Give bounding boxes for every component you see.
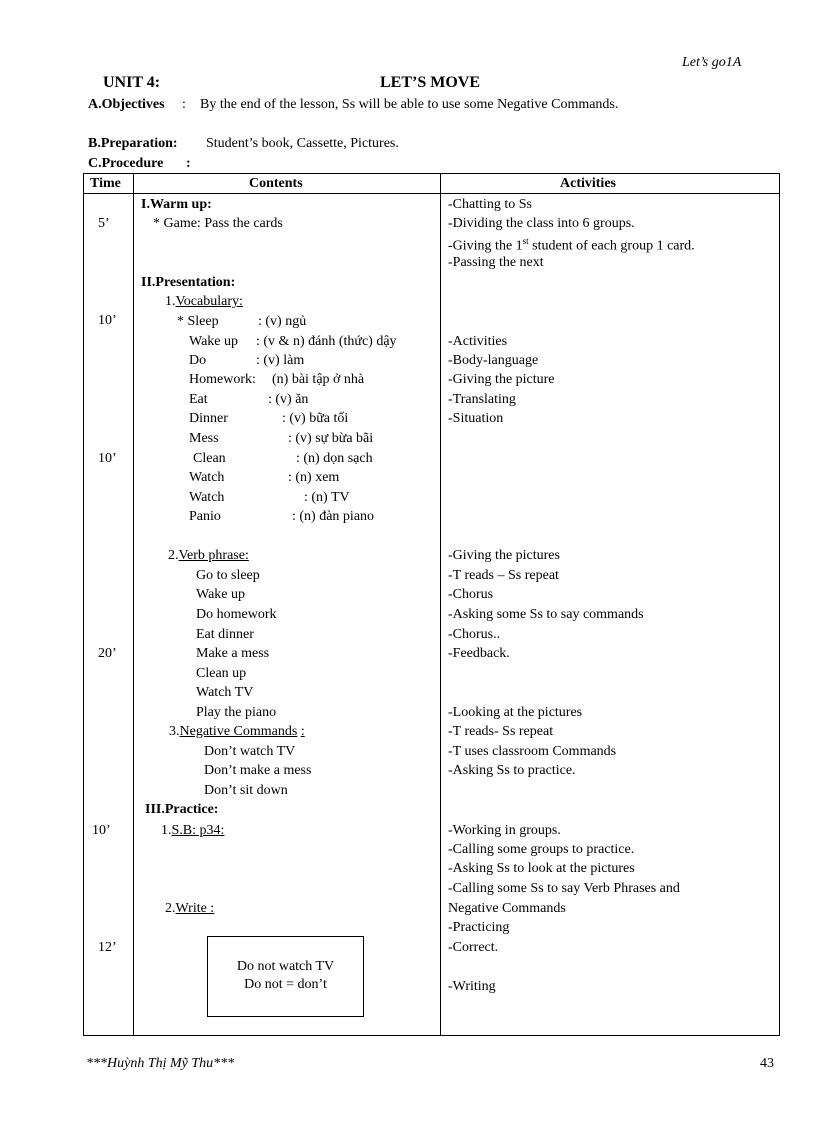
write-heading: [165, 901, 214, 917]
activity-giving-end: student of each group 1 card.: [528, 238, 695, 254]
warmup-heading: I.Warm up:: [141, 197, 212, 212]
activity-line: -Working in groups.: [448, 823, 561, 838]
activity-line: -Calling some Ss to say Verb Phrases and: [448, 881, 680, 896]
writing-example-line: Do not = don’t: [244, 977, 327, 992]
time-value: 5’: [98, 216, 110, 231]
preparation-label: B.Preparation:: [88, 136, 178, 151]
activity-line: -Situation: [448, 411, 504, 426]
vocab-word: Dinner: [189, 411, 228, 426]
column-divider-contents: [440, 173, 441, 1036]
presentation-heading: II.Presentation:: [141, 275, 236, 290]
activity-line: -Calling some groups to practice.: [448, 842, 635, 857]
vocab-meaning: : (n) TV: [304, 490, 350, 505]
verb-phrase: Eat dinner: [196, 627, 254, 642]
header-label: Let’s go1A: [682, 55, 742, 70]
activity-giving-start: -Giving the 1: [448, 238, 523, 254]
verb-phrase: Go to sleep: [196, 568, 260, 583]
vocab-word: Eat: [189, 392, 208, 407]
negative-command: Don’t sit down: [204, 783, 288, 798]
footer-author: ***Huỳnh Thị Mỹ Thu***: [86, 1056, 235, 1071]
activity-line: -T reads – Ss repeat: [448, 568, 559, 583]
vocab-word: Clean: [193, 451, 226, 466]
activity-line: -Activities: [448, 334, 508, 349]
verb-phrase: Do homework: [196, 607, 277, 622]
activity-line: Negative Commands: [448, 901, 566, 916]
vocabulary-heading: [165, 294, 243, 310]
vocabulary-label: Vocabulary:: [175, 294, 243, 309]
write-number: 2.: [165, 901, 176, 916]
activity-line: [448, 236, 695, 255]
unit-number: UNIT 4:: [103, 74, 161, 91]
preparation-text: Student’s book, Cassette, Pictures.: [206, 136, 399, 151]
procedure-label: C.Procedure: [88, 156, 164, 171]
activity-line: -Asking Ss to look at the pictures: [448, 861, 635, 876]
header-activities: Activities: [560, 176, 616, 191]
activity-line: -Chorus..: [448, 627, 501, 642]
header-contents: Contents: [249, 176, 303, 191]
activity-line: -Passing the next: [448, 255, 544, 270]
table-left-border: [83, 173, 84, 1036]
vocab-meaning: : (v) ăn: [268, 392, 309, 407]
verb-phrase: Clean up: [196, 666, 247, 681]
objectives-label: A.Objectives: [88, 97, 165, 112]
objectives-text: By the end of the lesson, Ss will be able to use some Negative Commands.: [200, 97, 619, 112]
objectives-colon: :: [182, 97, 186, 112]
vocab-word: * Sleep: [177, 314, 219, 329]
unit-title: LET’S MOVE: [380, 74, 481, 91]
table-header-border: [83, 193, 780, 194]
vocab-meaning: : (v) sự bừa bãi: [288, 431, 374, 446]
activity-line: -Practicing: [448, 920, 510, 935]
activity-line: -Feedback.: [448, 646, 510, 661]
vocab-meaning: : (v) ngủ: [258, 314, 307, 329]
vocab-meaning: : (v) làm: [256, 353, 305, 368]
activity-line: -Correct.: [448, 940, 499, 955]
table-top-border: [83, 173, 780, 174]
vocab-meaning: (n) bài tập ở nhà: [272, 372, 365, 387]
time-value: 10’: [98, 313, 117, 328]
activity-line: -Dividing the class into 6 groups.: [448, 216, 635, 231]
time-value: 10’: [92, 823, 111, 838]
activity-line: -Chatting to Ss: [448, 197, 533, 212]
negative-commands-number: 3.: [169, 724, 180, 739]
sb-number: 1.: [161, 823, 172, 838]
vocab-word: Mess: [189, 431, 219, 446]
activity-line: -Giving the picture: [448, 372, 555, 387]
sb-heading: [161, 823, 224, 839]
ordinal-suffix: st: [522, 236, 529, 246]
activity-line: -Looking at the pictures: [448, 705, 583, 720]
verb-phrase: Watch TV: [196, 685, 254, 700]
verb-phrase-number: 2.: [168, 548, 179, 563]
vocab-meaning: : (n) dọn sạch: [296, 451, 373, 466]
activity-line: -T reads- Ss repeat: [448, 724, 554, 739]
negative-commands-heading: [169, 724, 305, 740]
page-number: 43: [760, 1056, 774, 1071]
table-bottom-border: [83, 1035, 780, 1036]
verb-phrase: Wake up: [196, 587, 246, 602]
time-value: 10’: [98, 451, 117, 466]
activity-line: -Giving the pictures: [448, 548, 560, 563]
verb-phrase: Make a mess: [196, 646, 270, 661]
practice-heading: III.Practice:: [145, 802, 219, 817]
verb-phrase: Play the piano: [196, 705, 277, 720]
writing-example-box: [207, 936, 364, 1017]
warmup-game: * Game: Pass the cards: [153, 216, 283, 231]
table-right-border: [779, 173, 780, 1036]
verb-phrase-heading: [168, 548, 249, 564]
time-value: 12’: [98, 940, 117, 955]
vocab-word: Watch: [189, 490, 225, 505]
vocab-word: Homework:: [189, 372, 256, 387]
column-divider-time: [133, 173, 134, 1036]
procedure-colon: :: [186, 156, 191, 171]
negative-command: Don’t make a mess: [204, 763, 312, 778]
vocab-word: Panio: [189, 509, 221, 524]
verb-phrase-label: Verb phrase:: [178, 548, 249, 563]
activity-line: -Translating: [448, 392, 516, 407]
write-label: Write :: [175, 901, 215, 916]
activity-line: -Writing: [448, 979, 496, 994]
vocab-meaning: : (v) bữa tối: [282, 411, 349, 426]
vocabulary-number: 1.: [165, 294, 176, 309]
activity-line: -Chorus: [448, 587, 494, 602]
header-time: Time: [90, 176, 121, 191]
negative-commands-label: Negative Commands: [179, 724, 298, 739]
vocab-word: Watch: [189, 470, 225, 485]
activity-line: -Asking some Ss to say commands: [448, 607, 644, 622]
vocab-word: Wake up: [189, 334, 239, 349]
negative-commands-colon: :: [300, 724, 305, 739]
time-value: 20’: [98, 646, 117, 661]
vocab-meaning: : (n) đàn piano: [292, 509, 375, 524]
negative-command: Don’t watch TV: [204, 744, 296, 759]
vocab-meaning: : (v & n) đánh (thức) dậy: [256, 334, 397, 349]
activity-line: -Asking Ss to practice.: [448, 763, 576, 778]
writing-example-line: Do not watch TV: [236, 959, 335, 974]
vocab-word: Do: [189, 353, 207, 368]
activity-line: -T uses classroom Commands: [448, 744, 617, 759]
sb-label: S.B: p34:: [171, 823, 225, 838]
activity-line: -Body-language: [448, 353, 539, 368]
vocab-meaning: : (n) xem: [288, 470, 340, 485]
